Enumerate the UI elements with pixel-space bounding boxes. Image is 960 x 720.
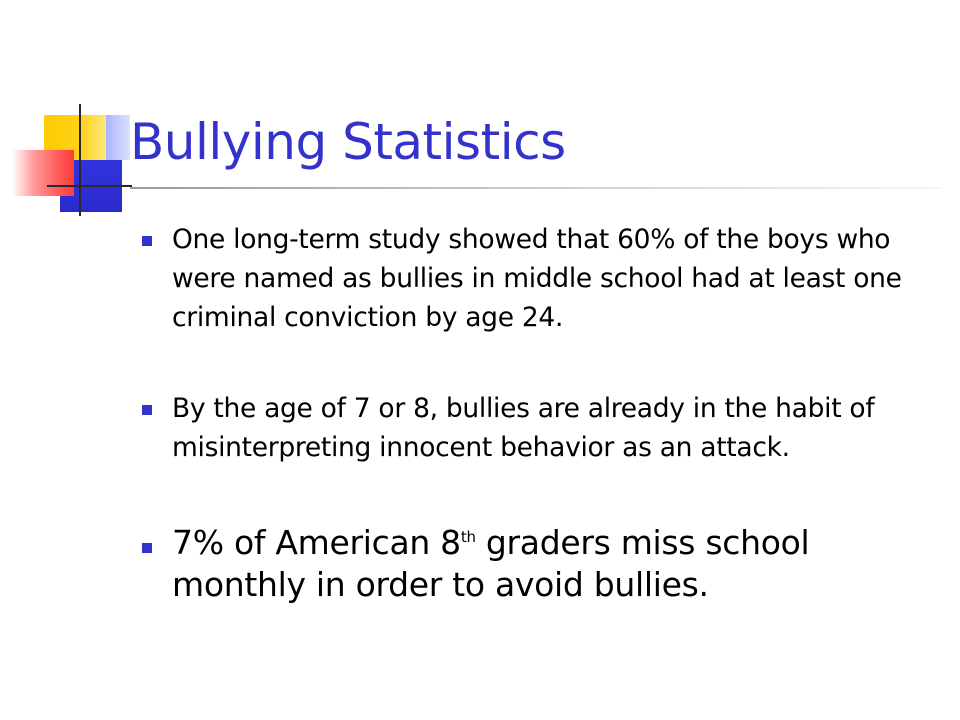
bullet-text-3	[172, 522, 932, 606]
bullet-marker	[142, 543, 152, 553]
decor-red-square	[12, 150, 74, 196]
title-underline	[130, 187, 942, 189]
bullet-3-text-after: graders miss school monthly in order to avoid bullies.	[172, 523, 810, 604]
bullet-marker	[142, 236, 152, 246]
decor-light-blue-square	[106, 115, 130, 160]
decor-horizontal-line	[47, 185, 132, 187]
slide-title: Bullying Statistics	[130, 113, 566, 171]
bullet-3-text-before: 7% of American 8	[172, 523, 461, 562]
bullet-text-2: By the age of 7 or 8, bullies are already in the habit of misinterpreting innocent behavior as an attack.	[172, 393, 875, 463]
bullet-3-superscript: th	[460, 528, 476, 546]
decor-vertical-line	[79, 104, 81, 216]
bullet-marker	[142, 405, 152, 415]
bullet-text-1: One long-term study showed that 60% of the boys who were named as bullies in middle school had at least one criminal conviction by age 24.	[172, 224, 902, 333]
